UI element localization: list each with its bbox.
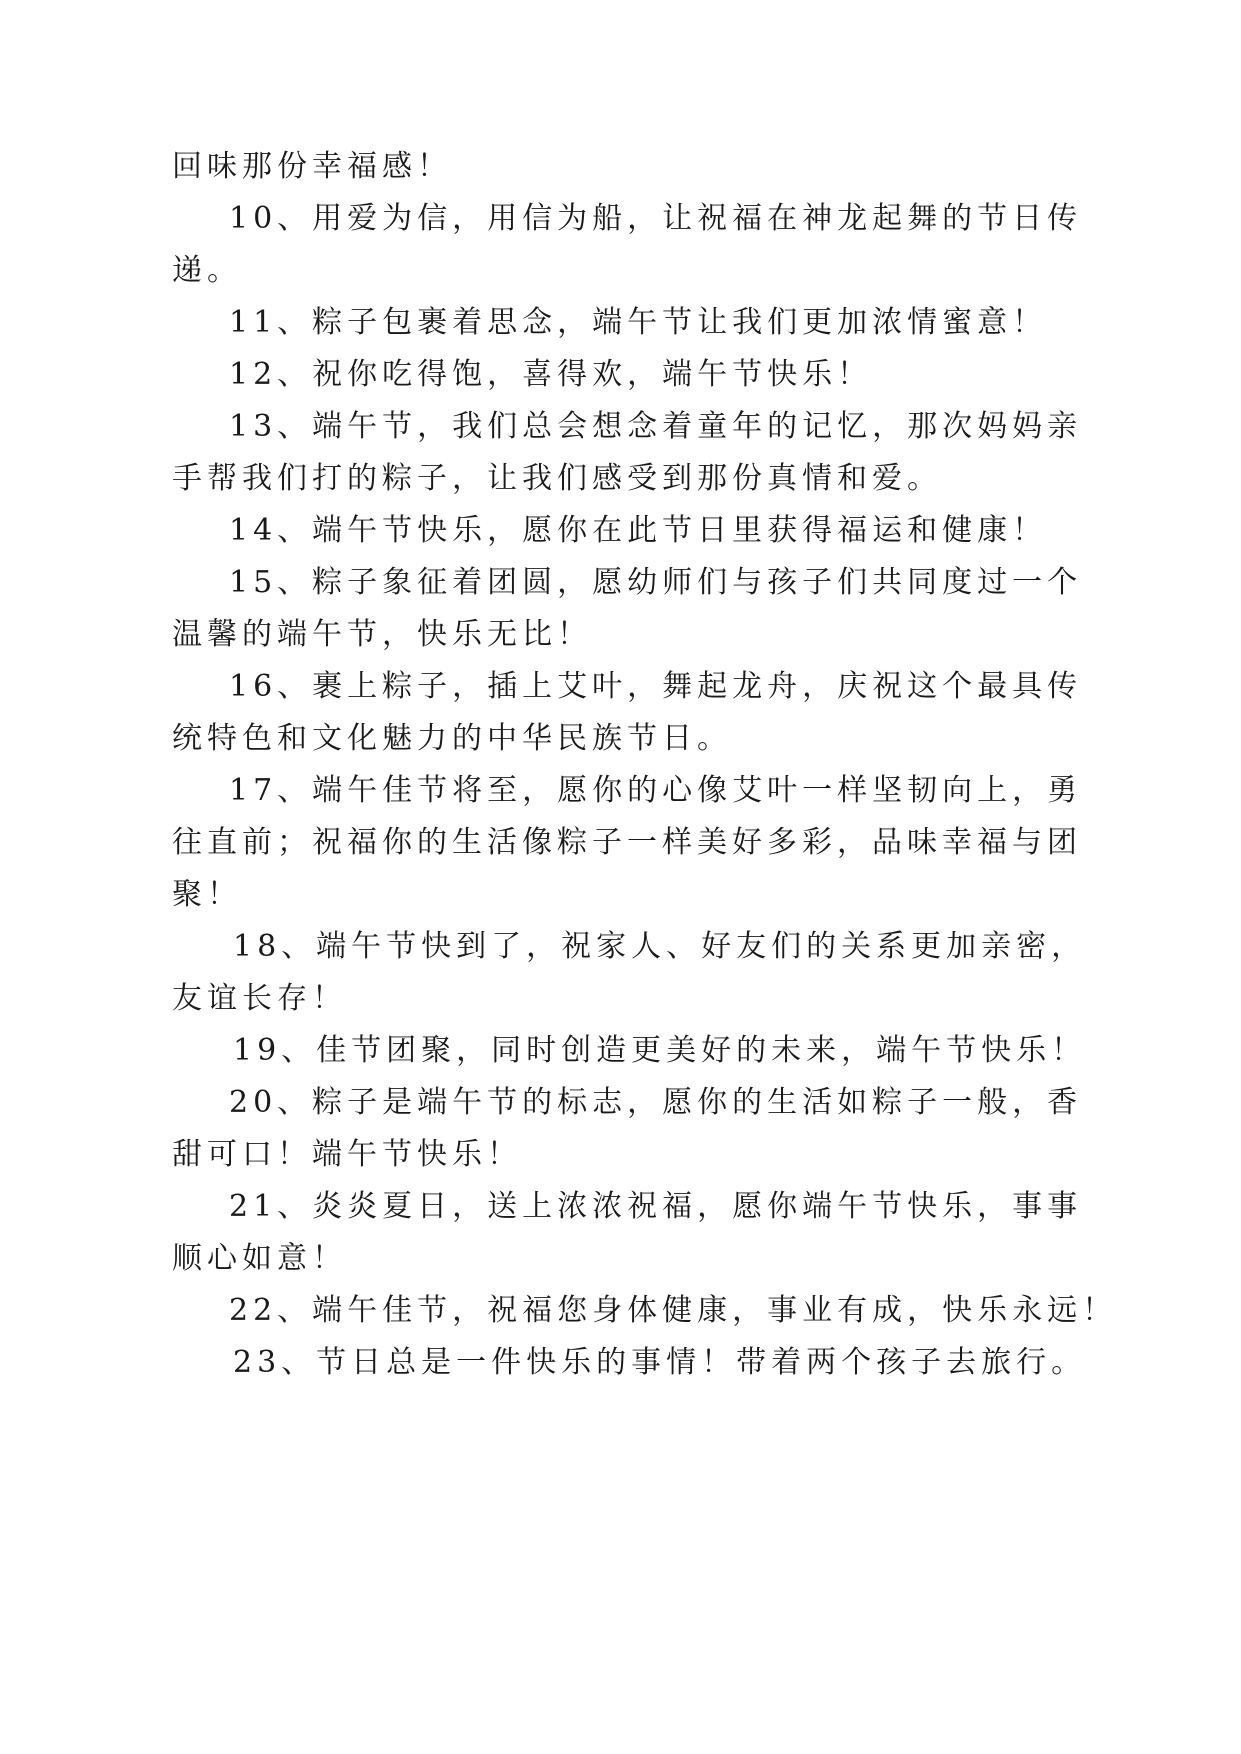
text-line: 16、裹上粽子，插上艾叶，舞起龙舟，庆祝这个最具传 [229, 669, 1083, 704]
text-line: 19、佳节团聚，同时创造更美好的未来，端午节快乐！ [233, 1033, 1087, 1068]
text-line: 递。 [172, 253, 242, 288]
text-line: 23、节日总是一件快乐的事情！带着两个孩子去旅行。 [233, 1345, 1087, 1380]
text-line: 手帮我们打的粽子，让我们感受到那份真情和爱。 [172, 461, 942, 496]
text-line: 11、粽子包裹着思念，端午节让我们更加浓情蜜意！ [229, 305, 1048, 340]
text-line: 22、端午佳节，祝福您身体健康，事业有成，快乐永远！ [229, 1293, 1118, 1328]
text-line: 甜可口！端午节快乐！ [172, 1137, 522, 1172]
text-line: 10、用爱为信，用信为船，让祝福在神龙起舞的节日传 [229, 201, 1083, 236]
text-line: 14、端午节快乐，愿你在此节日里获得福运和健康！ [229, 513, 1048, 548]
text-line: 18、端午节快到了，祝家人、好友们的关系更加亲密， [233, 929, 1087, 964]
text-line: 聚！ [172, 877, 242, 912]
text-line: 回味那份幸福感！ [172, 149, 452, 184]
text-line: 友谊长存！ [172, 981, 347, 1016]
text-line: 20、粽子是端午节的标志，愿你的生活如粽子一般，香 [229, 1085, 1083, 1120]
text-line: 12、祝你吃得饱，喜得欢，端午节快乐！ [229, 357, 873, 392]
text-line: 温馨的端午节，快乐无比！ [172, 617, 592, 652]
text-line: 17、端午佳节将至，愿你的心像艾叶一样坚韧向上，勇 [229, 773, 1083, 808]
text-line: 往直前；祝福你的生活像粽子一样美好多彩，品味幸福与团 [172, 825, 1082, 860]
text-line: 顺心如意！ [172, 1241, 347, 1276]
text-line: 15、粽子象征着团圆，愿幼师们与孩子们共同度过一个 [229, 565, 1083, 600]
text-line: 21、炎炎夏日，送上浓浓祝福，愿你端午节快乐，事事 [229, 1189, 1083, 1224]
text-line: 13、端午节，我们总会想念着童年的记忆，那次妈妈亲 [229, 409, 1083, 444]
text-line: 统特色和文化魅力的中华民族节日。 [172, 721, 732, 756]
